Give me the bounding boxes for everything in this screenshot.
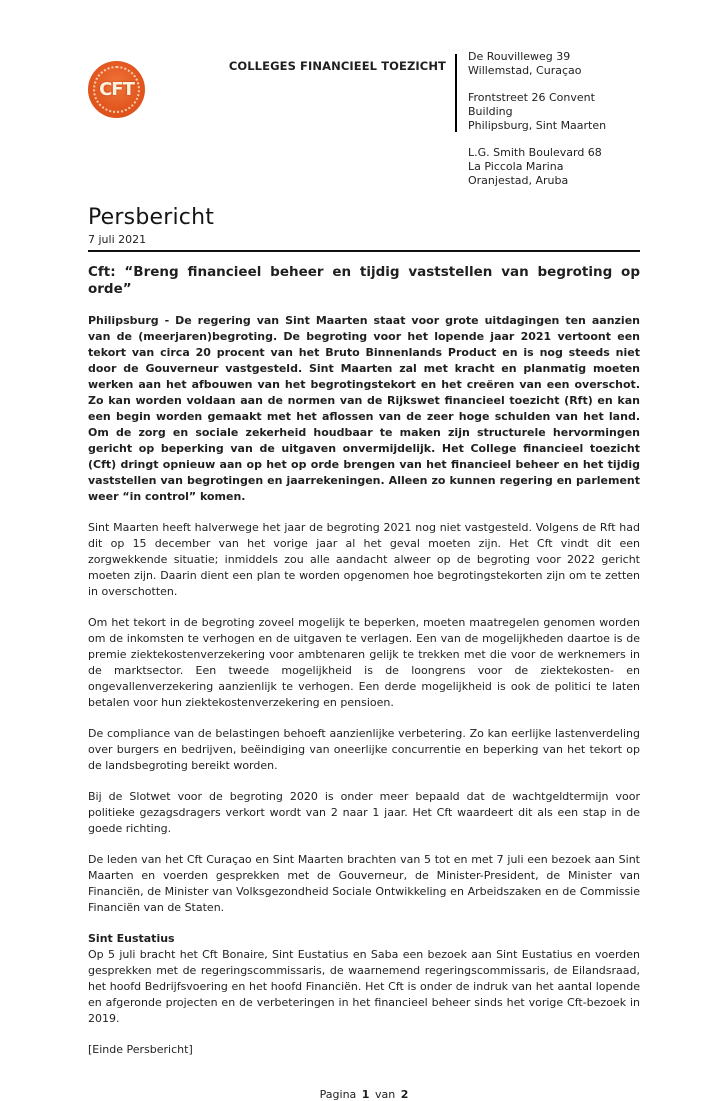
org-name: COLLEGES FINANCIEEL TOEZICHT (228, 59, 446, 73)
lead-paragraph: Philipsburg - De regering van Sint Maarten staat voor grote uitdagingen ten aanzien van de (meerjaren)begroting. De begroting voor het lopende jaar 2021 vertoont een tekort van circa 20 procent van het Bruto Binnenlands Product en is nog steeds niet door de Gouverneur vastgesteld. Sint Maarten zal met kracht en planmatig moeten werken aan het afbouwen van het begrotingstekort en het creëren van een overschot. Zo kan worden voldaan aan de normen van de Rijkswet financieel toezicht (Rft) en kan een begin worden gemaakt met het aflossen van de zeer hoge schulden van het land. Om de zorg en sociale zekerheid houdbaar te maken zijn structurele hervormingen gericht op beperking van de uitgaven onvermijdelijk. Het College financieel toezicht (Cft) dringt opnieuw aan op het op orde brengen van het financieel beheer en het tijdig vaststellen van begrotingen en jaarrekeningen. Alleen zo kunnen regering en parlement weer “in control” komen. (88, 314, 640, 503)
address-line: L.G. Smith Boulevard 68 (468, 146, 602, 159)
cft-logo-icon (88, 61, 145, 118)
paragraph-sint-eustatius: Op 5 juli bracht het Cft Bonaire, Sint Eustatius en Saba een bezoek aan Sint Eustatius en voerden gesprekken met de regeringscommissaris, de waarnemend regeringscommissaris, de Eilandsraad, het hoofd Bedrijfsvoering en het hoofd Financiën. Het Cft is onder de indruk van het aantal lopende en afgeronde projecten en de verbeteringen in het financieel beheer sinds het vorige Cft-bezoek in 2019. (88, 948, 640, 1025)
title-divider (88, 250, 640, 252)
subheading-sint-eustatius: Sint Eustatius (88, 932, 175, 945)
paragraph-slotwet: Bij de Slotwet voor de begroting 2020 is onder meer bepaald dat de wachtgeldtermijn voor politieke gezagsdragers verkort wordt van 2 naar 1 jaar. Het Cft waardeert dit als een stap in de goede richting. (88, 790, 640, 835)
letterhead (88, 50, 640, 188)
address-aruba (468, 146, 640, 188)
address-line: Oranjestad, Aruba (468, 174, 569, 187)
address-curacao (468, 50, 640, 78)
address-line: Frontstreet 26 Convent Building (468, 91, 595, 118)
page-number-prefix: Pagina (319, 1088, 357, 1101)
address-line: Willemstad, Curaçao (468, 64, 582, 77)
document-date: 7 juli 2021 (88, 233, 147, 246)
page-footer (88, 1088, 640, 1101)
headline: Cft: “Breng financieel beheer en tijdig vaststellen van begroting op orde” (88, 264, 640, 297)
address-line: De Rouvilleweg 39 (468, 50, 571, 63)
page-number-total: 2 (400, 1088, 409, 1101)
document-body (88, 205, 640, 1058)
address-sint-maarten (468, 91, 640, 133)
page-title: Persbericht (88, 205, 215, 230)
page-number-connector: van (374, 1088, 396, 1101)
address-block (468, 50, 640, 188)
letterhead-divider (455, 54, 457, 132)
paragraph-budget-2021: Sint Maarten heeft halverwege het jaar de begroting 2021 nog niet vastgesteld. Volgens de Rft had dit op 15 december van het vorige jaar al het geval moeten zijn. Het Cft vindt dit een zorgwekkende situatie; inmiddels zou alle aandacht alweer op de begroting voor 2022 gericht moeten zijn. Daarin dient een plan te worden opgenomen hoe begrotingstekorten zijn om te zetten in overschotten. (88, 521, 640, 598)
cft-logo-text: CFT (99, 79, 134, 100)
paragraph-visit: De leden van het Cft Curaçao en Sint Maarten brachten van 5 tot en met 7 juli een bezoek aan Sint Maarten en voerden gesprekken met de Gouverneur, de Minister-President, de Minister van Financiën, de Minister van Volksgezondheid Sociale Ontwikkeling en Arbeidszaken en de Commissie Financiën van de Staten. (88, 853, 640, 914)
end-note: [Einde Persbericht] (88, 1043, 193, 1056)
address-line: La Piccola Marina (468, 160, 564, 173)
paragraph-compliance: De compliance van de belastingen behoeft aanzienlijke verbetering. Zo kan eerlijke lastenverdeling over burgers en bedrijven, beëindiging van oneerlijke concurrentie en beperking van het tekort op de landsbegroting bereikt worden. (88, 727, 640, 772)
page-number-current: 1 (361, 1088, 370, 1101)
paragraph-measures: Om het tekort in de begroting zoveel mogelijk te beperken, moeten maatregelen genomen worden om de inkomsten te verhogen en de uitgaven te verlagen. Een van de mogelijkheden daartoe is de premie ziektekostenverzekering voor ambtenaren gelijk te trekken met die voor de werknemers in de marktsector. Een tweede mogelijkheid is de loongrens voor de ziektekosten- en ongevallenverzekering aanzienlijk te verhogen. Een derde mogelijkheid is ook de politici te laten betalen voor hun ziektekostenverzekering en pensioen. (88, 616, 640, 709)
address-line: Philipsburg, Sint Maarten (468, 119, 607, 132)
